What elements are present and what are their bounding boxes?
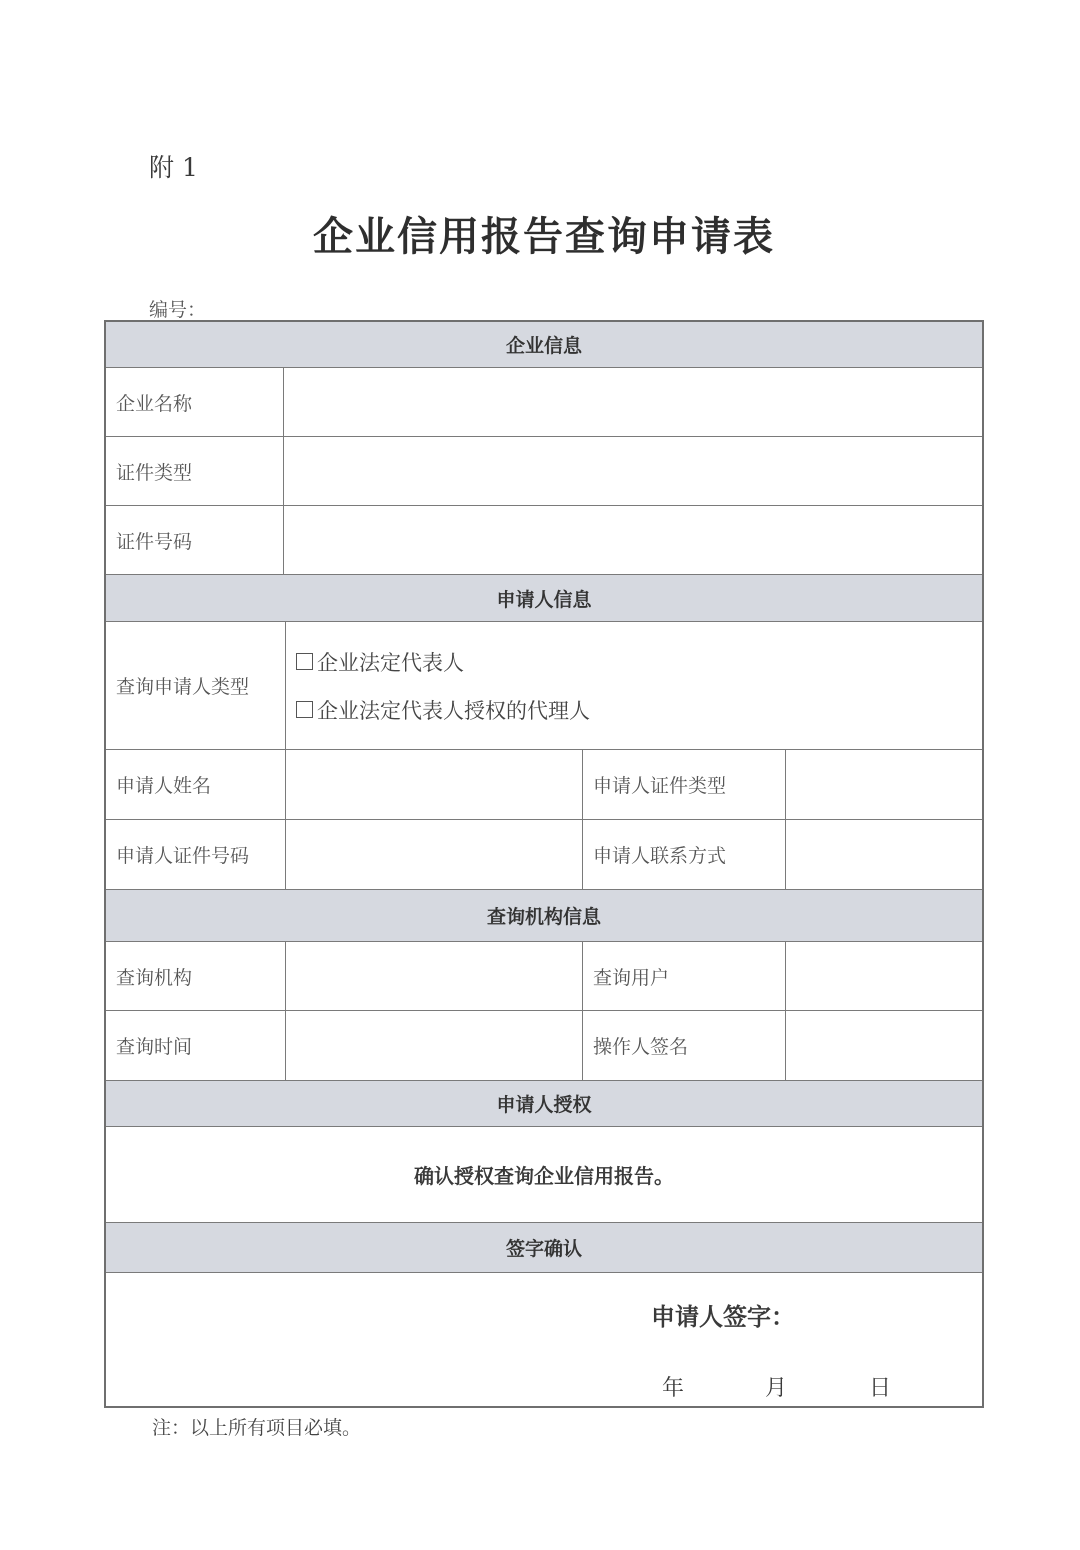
query-time-field[interactable] — [286, 1011, 583, 1080]
company-id-number-field[interactable] — [284, 506, 982, 574]
applicant-name-field[interactable] — [286, 750, 583, 819]
institution-label: 查询机构 — [106, 942, 286, 1010]
row-applicant-name — [106, 750, 982, 820]
applicant-contact-label: 申请人联系方式 — [583, 820, 786, 889]
applicant-id-type-label: 申请人证件类型 — [583, 750, 786, 819]
applicant-signature-label: 申请人签字： — [651, 1302, 795, 1331]
section-company-info — [106, 322, 982, 368]
row-company-name — [106, 368, 982, 437]
row-company-id-number — [106, 506, 982, 575]
operator-sign-field[interactable] — [786, 1011, 982, 1080]
company-id-type-field[interactable] — [284, 437, 982, 505]
section-signature — [106, 1223, 982, 1273]
application-form — [104, 320, 984, 1408]
applicant-type-label: 查询申请人类型 — [106, 622, 286, 749]
option-authorized-agent[interactable] — [296, 695, 590, 725]
query-user-field[interactable] — [786, 942, 982, 1010]
section-institution-title: 查询机构信息 — [486, 906, 601, 928]
signature-block — [106, 1273, 982, 1406]
attachment-label: 附 1 — [149, 153, 198, 182]
company-name-field[interactable] — [284, 368, 982, 436]
operator-sign-label: 操作人签名 — [583, 1011, 786, 1080]
applicant-id-number-field[interactable] — [286, 820, 583, 889]
section-signature-title: 签字确认 — [505, 1238, 582, 1260]
row-company-id-type — [106, 437, 982, 506]
applicant-contact-field[interactable] — [786, 820, 982, 889]
applicant-type-options — [286, 622, 982, 749]
section-authorization-title: 申请人授权 — [496, 1094, 592, 1116]
section-company-title: 企业信息 — [505, 335, 582, 357]
footer-note: 注：以上所有项目必填。 — [152, 1417, 362, 1439]
company-name-label: 企业名称 — [106, 368, 284, 436]
row-institution — [106, 942, 982, 1011]
checkbox-legal-representative[interactable] — [296, 653, 313, 670]
date-month-label: 月 — [765, 1376, 788, 1401]
date-year-label: 年 — [662, 1376, 685, 1401]
institution-field[interactable] — [286, 942, 583, 1010]
section-applicant-info — [106, 575, 982, 622]
option-legal-representative-label: 企业法定代表人 — [317, 650, 464, 675]
applicant-id-type-field[interactable] — [786, 750, 982, 819]
applicant-name-label: 申请人姓名 — [106, 750, 286, 819]
section-authorization — [106, 1081, 982, 1127]
option-authorized-agent-label: 企业法定代表人授权的代理人 — [317, 698, 590, 723]
serial-number-label: 编号： — [149, 299, 207, 321]
date-day-label: 日 — [869, 1376, 892, 1401]
applicant-id-number-label: 申请人证件号码 — [106, 820, 286, 889]
authorization-statement — [106, 1127, 982, 1223]
company-id-number-label: 证件号码 — [106, 506, 284, 574]
row-query-time — [106, 1011, 982, 1081]
form-title: 企业信用报告查询申请表 — [313, 213, 775, 260]
option-legal-representative[interactable] — [296, 647, 464, 677]
query-time-label: 查询时间 — [106, 1011, 286, 1080]
section-applicant-title: 申请人信息 — [496, 588, 592, 611]
signature-area[interactable] — [106, 1273, 982, 1406]
authorization-text: 确认授权查询企业信用报告。 — [414, 1164, 674, 1188]
query-user-label: 查询用户 — [583, 942, 786, 1010]
company-id-type-label: 证件类型 — [106, 437, 284, 505]
checkbox-authorized-agent[interactable] — [296, 701, 313, 718]
section-institution-info — [106, 890, 982, 942]
row-applicant-type — [106, 622, 982, 750]
row-applicant-id — [106, 820, 982, 890]
